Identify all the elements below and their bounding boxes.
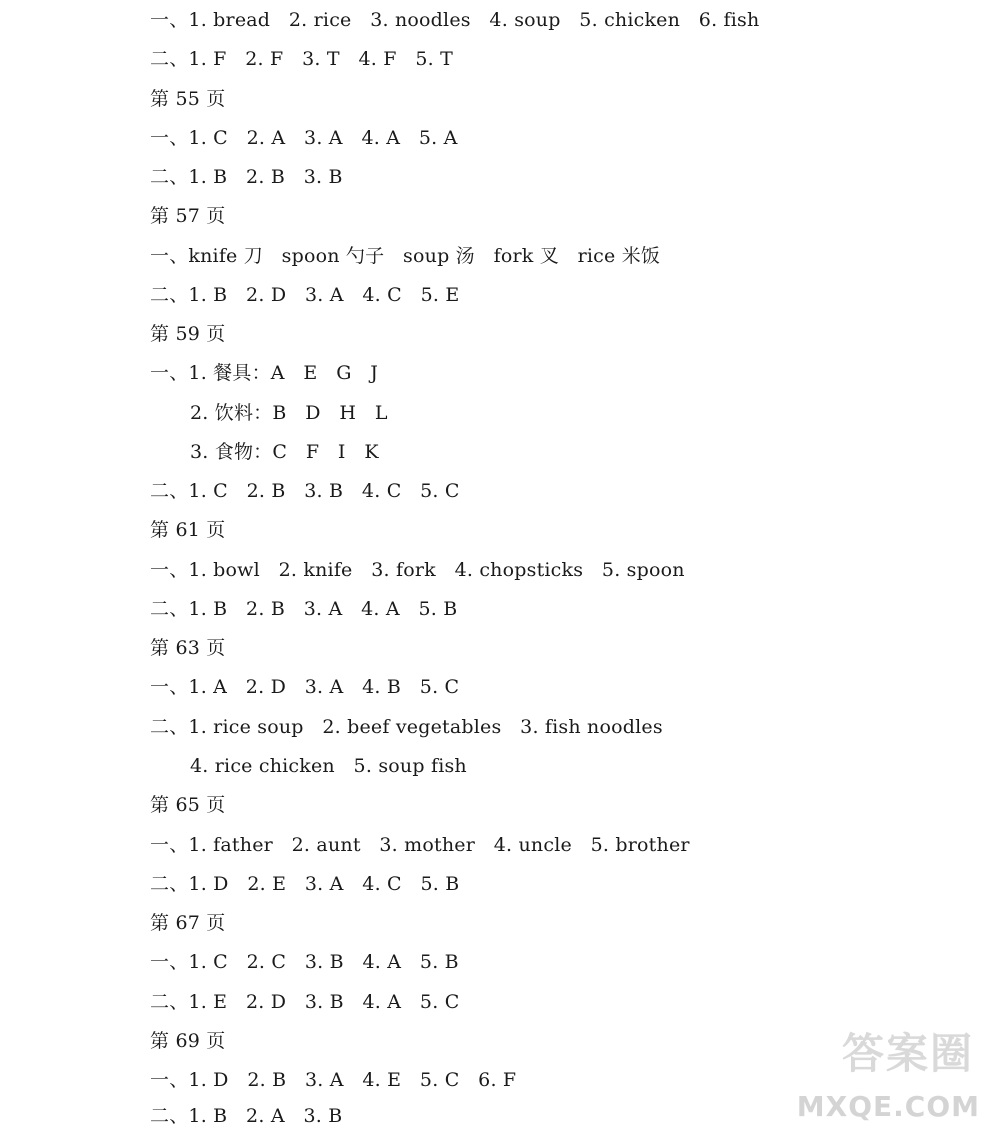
answer-line: 一、1. A 2. D 3. A 4. B 5. C [150, 676, 460, 698]
answer-line: 二、1. B 2. D 3. A 4. C 5. E [150, 284, 460, 306]
answer-line: 二、1. rice soup 2. beef vegetables 3. fish noodles [150, 716, 663, 738]
page-heading: 第 59 页 [150, 323, 226, 345]
page-heading: 第 55 页 [150, 88, 226, 110]
answer-line: 一、1. father 2. aunt 3. mother 4. uncle 5. brother [150, 834, 690, 856]
answer-line: 二、1. D 2. E 3. A 4. C 5. B [150, 873, 460, 895]
answer-line: 一、1. C 2. A 3. A 4. A 5. A [150, 127, 458, 149]
answer-line: 2. 饮料：B D H L [190, 402, 388, 424]
answer-line: 二、1. B 2. B 3. A 4. A 5. B [150, 598, 458, 620]
answer-line: 二、1. F 2. F 3. T 4. F 5. T [150, 48, 454, 70]
page-heading: 第 65 页 [150, 794, 226, 816]
page-heading: 第 67 页 [150, 912, 226, 934]
answer-line: 一、1. 餐具：A E G J [150, 362, 379, 384]
answer-line: 二、1. B 2. A 3. B [150, 1105, 343, 1127]
answer-line: 二、1. C 2. B 3. B 4. C 5. C [150, 480, 460, 502]
watermark [796, 1027, 992, 1127]
answer-line: 二、1. B 2. B 3. B [150, 166, 343, 188]
answer-line: 一、1. bread 2. rice 3. noodles 4. soup 5. chicken 6. fish [150, 9, 760, 31]
page-heading: 第 61 页 [150, 519, 226, 541]
page-heading: 第 57 页 [150, 205, 226, 227]
answer-line: 一、1. D 2. B 3. A 4. E 5. C 6. F [150, 1069, 517, 1091]
page-heading: 第 69 页 [150, 1030, 226, 1052]
watermark-logo-text: 答案圈 [841, 1029, 974, 1078]
answer-line: 一、1. bowl 2. knife 3. fork 4. chopsticks 5. spoon [150, 559, 685, 581]
watermark-url: MXQE.COM [796, 1090, 980, 1123]
answer-line: 二、1. E 2. D 3. B 4. A 5. C [150, 991, 460, 1013]
answer-line: 一、knife 刀 spoon 勺子 soup 汤 fork 叉 rice 米饭 [150, 245, 661, 267]
page-heading: 第 63 页 [150, 637, 226, 659]
answer-line: 一、1. C 2. C 3. B 4. A 5. B [150, 951, 459, 973]
answer-line: 4. rice chicken 5. soup fish [190, 755, 467, 777]
answer-line: 3. 食物：C F I K [190, 441, 379, 463]
